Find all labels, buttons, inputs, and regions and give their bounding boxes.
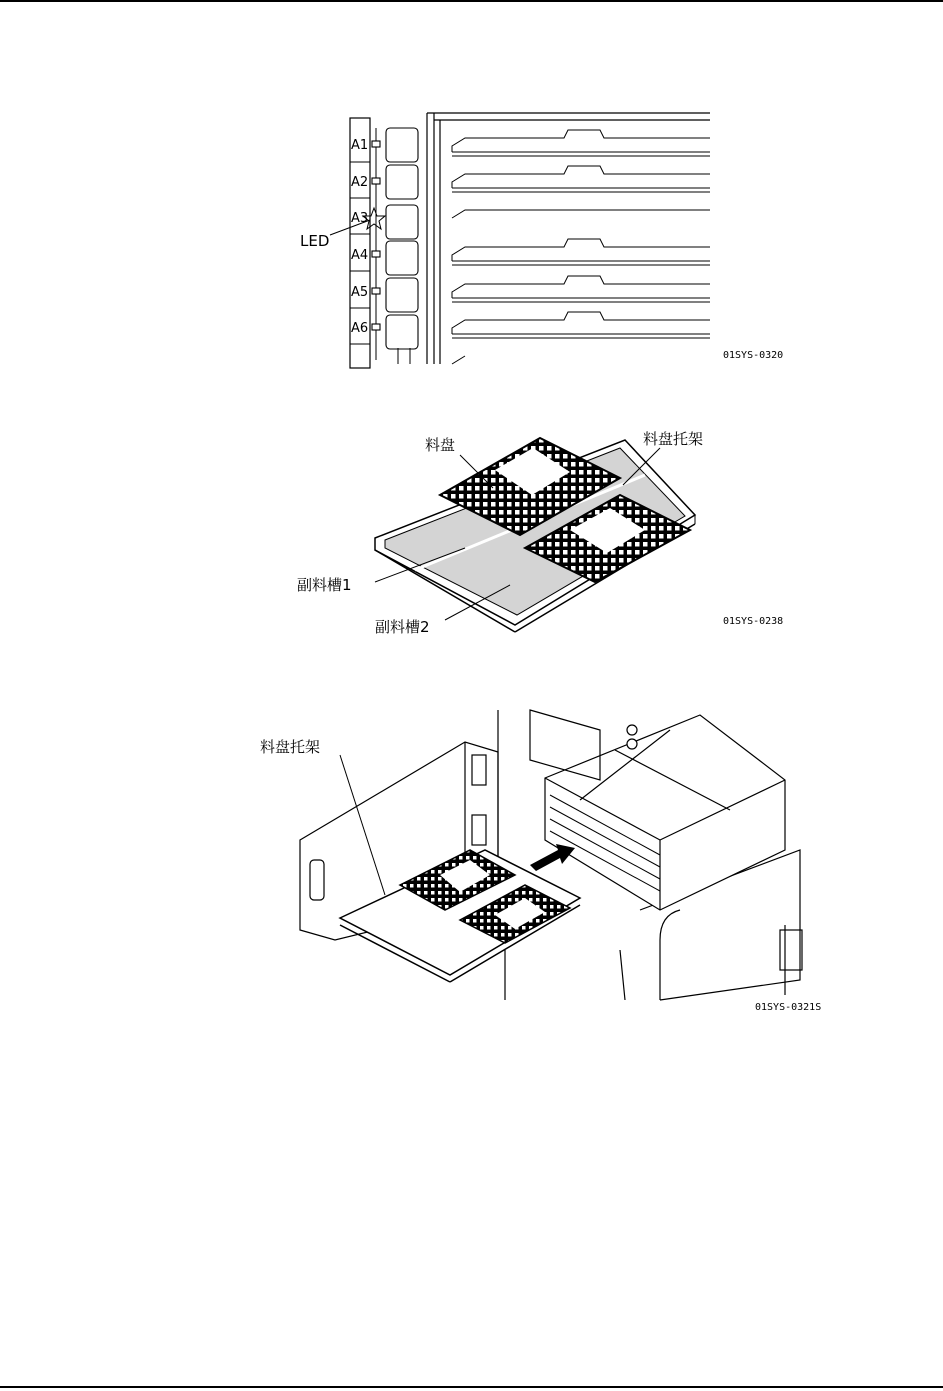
slot-label-a1: A1 xyxy=(351,138,369,153)
tray-label: 料盘 xyxy=(425,436,456,454)
magazine-slots-drawing xyxy=(290,108,810,370)
figure-magazine-slots xyxy=(290,108,810,370)
slot-label-a2: A2 xyxy=(351,175,369,190)
figure-insert-tray-holder xyxy=(240,700,840,1020)
insert-arrow-icon xyxy=(530,844,575,871)
figure-tray-holder xyxy=(265,420,805,650)
slot-label-a4: A4 xyxy=(351,248,369,263)
insert-tray-holder-drawing xyxy=(240,700,840,1020)
sub-slot1-label: 副料槽1 xyxy=(297,576,352,594)
tray-holder-label-2: 料盘托架 xyxy=(260,738,321,756)
slot-label-a3: A3 xyxy=(351,211,369,226)
figure3-code: 01SYS-0321S xyxy=(755,1002,822,1013)
tray-holder-label: 料盘托架 xyxy=(643,430,704,448)
slot-label-a6: A6 xyxy=(351,321,369,336)
figure1-code: 01SYS-0320 xyxy=(723,350,784,361)
sub-slot2-label: 副料槽2 xyxy=(375,618,430,636)
figure2-code: 01SYS-0238 xyxy=(723,616,784,627)
tray-holder-drawing xyxy=(265,420,805,650)
top-rule xyxy=(0,0,943,2)
led-label: LED xyxy=(300,232,330,250)
slot-label-a5: A5 xyxy=(351,285,369,300)
bottom-rule xyxy=(0,1386,943,1388)
